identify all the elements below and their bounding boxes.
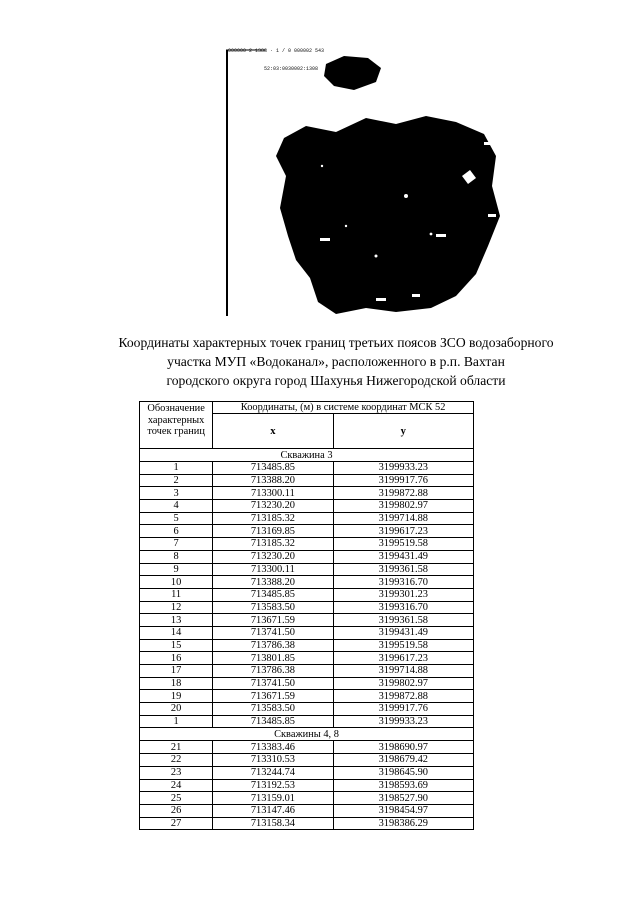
point-number: 25 [140, 792, 213, 805]
section-row [140, 728, 474, 741]
table-row [140, 500, 474, 513]
coord-y: 3198645.90 [333, 766, 473, 779]
point-number: 8 [140, 550, 213, 563]
point-number: 26 [140, 804, 213, 817]
coordinates-table [139, 401, 474, 830]
coord-y: 3199431.49 [333, 626, 473, 639]
coord-y: 3199431.49 [333, 550, 473, 563]
table-row [140, 652, 474, 665]
coord-x: 713741.50 [213, 677, 333, 690]
point-number: 27 [140, 817, 213, 830]
coord-x: 713786.38 [213, 665, 333, 678]
coord-x: 713147.46 [213, 804, 333, 817]
coord-y: 3198593.69 [333, 779, 473, 792]
coord-x: 713310.53 [213, 754, 333, 767]
table-row [140, 550, 474, 563]
coord-x: 713801.85 [213, 652, 333, 665]
table-row [140, 462, 474, 475]
table-row [140, 677, 474, 690]
table-row [140, 538, 474, 551]
scanned-map [226, 46, 518, 316]
table-row [140, 792, 474, 805]
point-number: 5 [140, 512, 213, 525]
coord-x: 713383.46 [213, 741, 333, 754]
point-number: 3 [140, 487, 213, 500]
coord-y: 3198454.97 [333, 804, 473, 817]
coord-y: 3199917.76 [333, 474, 473, 487]
coord-y: 3199519.58 [333, 538, 473, 551]
coord-x: 713583.50 [213, 601, 333, 614]
table-row [140, 754, 474, 767]
table-row [140, 639, 474, 652]
coord-x: 713583.50 [213, 703, 333, 716]
table-row [140, 741, 474, 754]
header-y: y [333, 414, 473, 449]
coord-y: 3199872.88 [333, 690, 473, 703]
coord-x: 713158.34 [213, 817, 333, 830]
coord-y: 3199361.58 [333, 614, 473, 627]
title-line: городского округа город Шахунья Нижегородской области [166, 373, 506, 388]
table-row [140, 614, 474, 627]
header-coordinates: Координаты, (м) в системе координат МСК 52 [213, 402, 474, 414]
coord-x: 713230.20 [213, 500, 333, 513]
header-x: x [213, 414, 333, 449]
coord-y: 3199714.88 [333, 512, 473, 525]
coord-x: 713169.85 [213, 525, 333, 538]
coord-x: 713185.32 [213, 538, 333, 551]
coord-x: 713159.01 [213, 792, 333, 805]
table-row [140, 715, 474, 728]
coord-y: 3198527.90 [333, 792, 473, 805]
point-number: 16 [140, 652, 213, 665]
point-number: 23 [140, 766, 213, 779]
coord-y: 3199933.23 [333, 462, 473, 475]
table-row [140, 779, 474, 792]
table-body [140, 449, 474, 830]
coord-x: 713485.85 [213, 715, 333, 728]
coord-x: 713671.59 [213, 690, 333, 703]
coord-y: 3198679.42 [333, 754, 473, 767]
coord-x: 713185.32 [213, 512, 333, 525]
table-row [140, 703, 474, 716]
point-number: 10 [140, 576, 213, 589]
point-number: 9 [140, 563, 213, 576]
table-row [140, 563, 474, 576]
point-number: 17 [140, 665, 213, 678]
coord-y: 3199802.97 [333, 500, 473, 513]
table-row [140, 487, 474, 500]
point-number: 19 [140, 690, 213, 703]
section-row [140, 449, 474, 462]
table-row [140, 588, 474, 601]
table-row [140, 576, 474, 589]
coord-y: 3199802.97 [333, 677, 473, 690]
table-row [140, 804, 474, 817]
point-number: 2 [140, 474, 213, 487]
coord-x: 713388.20 [213, 576, 333, 589]
coord-x: 713485.85 [213, 462, 333, 475]
table-row [140, 817, 474, 830]
table-row [140, 474, 474, 487]
table-row [140, 626, 474, 639]
point-number: 1 [140, 715, 213, 728]
coord-y: 3199316.70 [333, 576, 473, 589]
coord-x: 713485.85 [213, 588, 333, 601]
point-number: 7 [140, 538, 213, 551]
coord-x: 713230.20 [213, 550, 333, 563]
coord-x: 713671.59 [213, 614, 333, 627]
coord-x: 713300.11 [213, 487, 333, 500]
section-title: Скважины 4, 8 [140, 728, 474, 741]
coord-y: 3199361.58 [333, 563, 473, 576]
coord-x: 713244.74 [213, 766, 333, 779]
coord-y: 3198386.29 [333, 817, 473, 830]
coord-y: 3199872.88 [333, 487, 473, 500]
map-cadastral-label: 000000 2 1388 · 1 / 0 000002 543 [228, 48, 325, 54]
coord-y: 3198690.97 [333, 741, 473, 754]
point-number: 18 [140, 677, 213, 690]
table-row [140, 665, 474, 678]
coord-x: 713300.11 [213, 563, 333, 576]
point-number: 6 [140, 525, 213, 538]
coord-y: 3199301.23 [333, 588, 473, 601]
table-row [140, 601, 474, 614]
map-image [226, 46, 518, 316]
point-number: 4 [140, 500, 213, 513]
coord-y: 3199617.23 [333, 525, 473, 538]
table-row [140, 512, 474, 525]
coord-y: 3199714.88 [333, 665, 473, 678]
table-row [140, 690, 474, 703]
point-number: 13 [140, 614, 213, 627]
title-line: Координаты характерных точек границ третьих поясов ЗСО водозаборного [118, 335, 554, 350]
title-line: участка МУП «Водоканал», расположенного в р.п. Вахтан [167, 354, 505, 369]
coord-y: 3199519.58 [333, 639, 473, 652]
table-row [140, 766, 474, 779]
table-row [140, 525, 474, 538]
coord-x: 713741.50 [213, 626, 333, 639]
point-number: 12 [140, 601, 213, 614]
point-number: 1 [140, 462, 213, 475]
section-title: Скважина 3 [140, 449, 474, 462]
document-title [60, 333, 612, 390]
coord-y: 3199316.70 [333, 601, 473, 614]
map-cadastral-label: 52:03:0030002:1308 [264, 66, 319, 72]
coord-x: 713192.53 [213, 779, 333, 792]
header-point-designation: Обозначение характерных точек границ [140, 402, 213, 449]
coord-y: 3199933.23 [333, 715, 473, 728]
point-number: 21 [140, 741, 213, 754]
coord-x: 713786.38 [213, 639, 333, 652]
point-number: 24 [140, 779, 213, 792]
point-number: 22 [140, 754, 213, 767]
point-number: 14 [140, 626, 213, 639]
coord-y: 3199917.76 [333, 703, 473, 716]
point-number: 20 [140, 703, 213, 716]
point-number: 15 [140, 639, 213, 652]
point-number: 11 [140, 588, 213, 601]
coord-x: 713388.20 [213, 474, 333, 487]
coord-y: 3199617.23 [333, 652, 473, 665]
